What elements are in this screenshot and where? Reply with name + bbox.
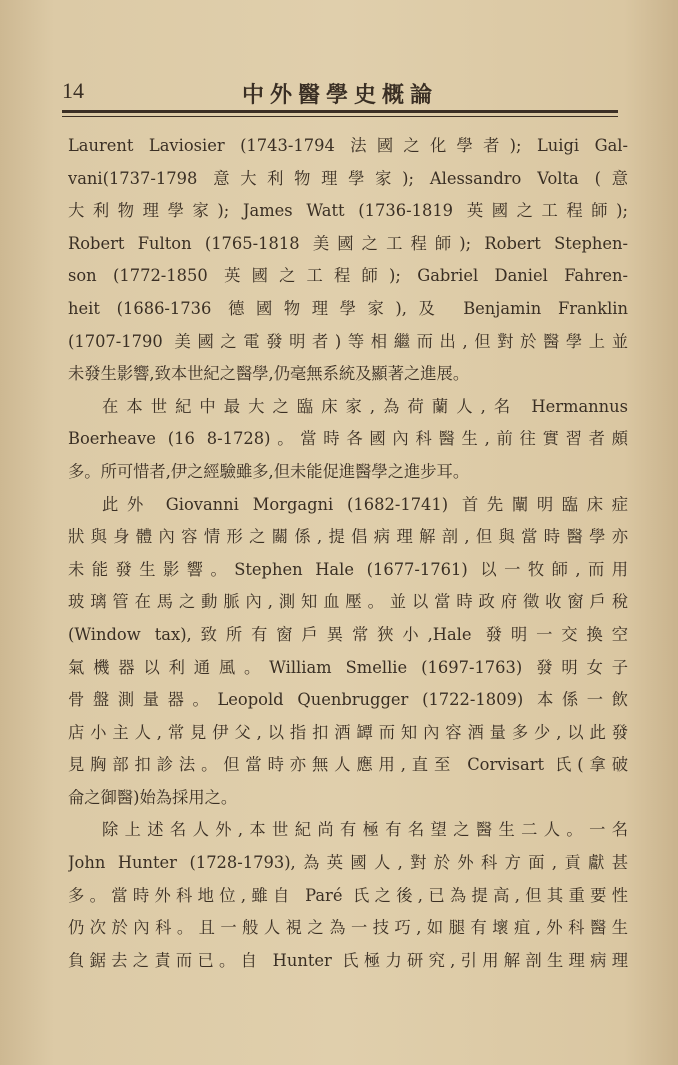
text-line: Laurent Laviosier (1743-1794 法國之化學者); Luigi Gal- bbox=[68, 136, 628, 155]
text-line: 負鋸去之責而已。自 Hunter 氏極力研究,引用解剖生理病理 bbox=[68, 950, 628, 970]
page-header bbox=[62, 78, 618, 110]
text-line: (1707-1790 美國之電發明者)等相繼而出,但對於醫學上並 bbox=[68, 331, 628, 351]
text-line: 氣機器以利通風。William Smellie (1697-1763) 發明女子 bbox=[68, 657, 628, 677]
text-line: 狀與身體內容情形之關係,提倡病理解剖,但與當時醫學亦 bbox=[68, 527, 628, 547]
text-line: 此外 Giovanni Morgagni (1682-1741) 首先闡明臨床症 bbox=[102, 494, 628, 514]
text-line: John Hunter (1728-1793),為英國人,對於外科方面,貢獻甚 bbox=[68, 853, 628, 873]
text-line: 見胸部扣診法。但當時亦無人應用,直至 Corvisart 氏(拿破 bbox=[68, 755, 628, 775]
text-line: heit (1686-1736 德國物理學家),及 Benjamin Franklin bbox=[68, 298, 628, 318]
text-line: 大利物理學家); James Watt (1736-1819 英國之工程師); bbox=[68, 201, 628, 221]
text-line: Boerheave (16 8-1728)。當時各國內科醫生,前往實習者頗 bbox=[68, 429, 628, 449]
text-line: 侖之御醫)始為採用之。 bbox=[68, 787, 238, 807]
header-rule-thin bbox=[62, 116, 618, 117]
header-rule bbox=[62, 110, 618, 113]
text-line: 除上述名人外,本世紀尚有極有名望之醫生二人。一名 bbox=[102, 820, 628, 840]
text-line: 店小主人,常見伊父,以指扣酒罈而知內容酒量多少,以此發 bbox=[68, 722, 628, 742]
text-line: 玻璃管在馬之動脈內,測知血壓。並以當時政府徵收窗戶稅 bbox=[68, 592, 628, 612]
text-line: 在本世紀中最大之臨床家,為荷蘭人,名 Hermannus bbox=[102, 396, 628, 416]
text-line: 仍次於內科。且一般人視之為一技巧,如腿有壞疽,外科醫生 bbox=[68, 918, 628, 938]
running-title: 中外醫學史概論 bbox=[241, 82, 438, 108]
text-line: Robert Fulton (1765-1818 美國之工程師); Robert Stephen- bbox=[68, 233, 628, 253]
page-number: 14 bbox=[62, 78, 84, 103]
text-line: 未發生影響,致本世紀之醫學,仍毫無系統及顯著之進展。 bbox=[68, 364, 470, 384]
text-line: vani(1737-1798 意大利物理學家); Alessandro Volta (意 bbox=[68, 168, 628, 188]
text-line: 骨盤測量器。Leopold Quenbrugger (1722-1809) 本係一飲 bbox=[68, 690, 628, 710]
text-line: 多。所可惜者,伊之經驗雖多,但未能促進醫學之進步耳。 bbox=[68, 461, 470, 481]
body-text bbox=[68, 130, 628, 977]
text-line: (Window tax),致所有窗戶異常狹小,Hale 發明一交換空 bbox=[68, 624, 628, 644]
text-line: son (1772-1850 英國之工程師); Gabriel Daniel Fahren- bbox=[68, 266, 628, 286]
text-line: 未能發生影響。Stephen Hale (1677-1761) 以一牧師,而用 bbox=[68, 559, 628, 579]
text-line: 多。當時外科地位,雖自 Paré 氏之後,已為提高,但其重要性 bbox=[68, 885, 628, 905]
